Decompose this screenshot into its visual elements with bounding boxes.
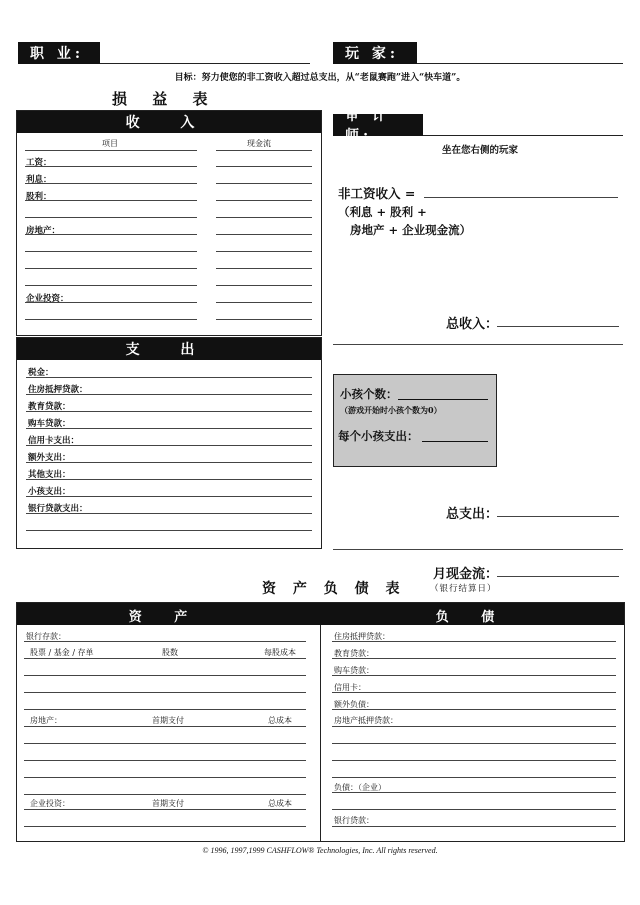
expenses-heading: 支 出 bbox=[17, 338, 321, 360]
expense-children: 小孩支出： bbox=[28, 487, 71, 497]
passive-income-label: 非工资收入 = bbox=[338, 186, 416, 201]
monthly-cashflow-label: 月现金流： bbox=[433, 567, 499, 582]
dividends-label: 股利： bbox=[26, 192, 52, 202]
passive-income-field[interactable] bbox=[424, 197, 618, 198]
expense-car-loan: 购车贷款： bbox=[28, 419, 71, 429]
expense-retail: 额外支出： bbox=[28, 453, 71, 463]
auditor-subtitle: 坐在您右侧的玩家 bbox=[441, 145, 518, 156]
salary-label: 工资： bbox=[26, 158, 52, 168]
savings-label: 银行存款： bbox=[26, 632, 66, 641]
per-child-expense-label: 每个小孩支出： bbox=[338, 429, 419, 443]
salary-cashflow-line[interactable] bbox=[216, 166, 312, 167]
children-count-label: 小孩个数： bbox=[340, 387, 398, 401]
total-income-field[interactable] bbox=[497, 326, 619, 327]
cost-per-share-label: 每股成本 bbox=[264, 648, 296, 657]
income-heading: 收 入 bbox=[17, 111, 321, 133]
shares-label: 股数 bbox=[162, 648, 178, 657]
stocks-label: 股票 / 基金 / 存单 bbox=[30, 648, 94, 657]
expense-school-loan: 教育贷款： bbox=[28, 402, 71, 412]
cost-label: 总成本 bbox=[268, 716, 292, 725]
children-note: （游戏开始时小孩个数为0） bbox=[340, 405, 442, 415]
per-child-expense-field[interactable] bbox=[422, 441, 488, 442]
liability-real-estate-mortgage: 房地产抵押贷款： bbox=[334, 716, 398, 725]
business-asset-label: 企业投资： bbox=[30, 799, 70, 808]
expense-credit-card: 信用卡支出： bbox=[28, 436, 80, 446]
auditor-label: 审 计 师: bbox=[333, 114, 423, 136]
liability-car-loan: 购车贷款： bbox=[334, 666, 374, 675]
expense-bank-loan: 银行贷款支出： bbox=[28, 504, 88, 514]
formula-line-1: （利息 + 股利 + bbox=[338, 205, 427, 219]
expense-tax: 税金： bbox=[28, 368, 54, 378]
real-estate-income-label: 房地产： bbox=[26, 226, 61, 236]
assets-heading: 资 产 bbox=[128, 610, 202, 625]
down-payment-label: 首期支付 bbox=[152, 716, 184, 725]
expense-mortgage: 住房抵押贷款： bbox=[28, 385, 88, 395]
liability-retail: 额外负债： bbox=[334, 700, 374, 709]
liability-mortgage: 住房抵押贷款： bbox=[334, 632, 390, 641]
balance-sheet-title: 资 产 负 债 表 bbox=[262, 581, 406, 597]
liability-business: 负债：（企业） bbox=[334, 783, 386, 792]
real-estate-asset-label: 房地产： bbox=[30, 716, 62, 725]
goal-text: 目标：努力使您的非工资收入超过总支出，从“老鼠赛跑”进入“快车道”。 bbox=[174, 73, 466, 83]
player-field[interactable] bbox=[417, 63, 623, 64]
payday-note: （银行结算日） bbox=[430, 584, 497, 594]
monthly-cashflow-field[interactable] bbox=[497, 576, 619, 577]
liability-school-loan: 教育贷款： bbox=[334, 649, 374, 658]
total-expense-field[interactable] bbox=[497, 516, 619, 517]
player-label: 玩 家: bbox=[333, 42, 417, 64]
liabilities-heading: 负 债 bbox=[435, 610, 509, 625]
occupation-label: 职 业: bbox=[18, 42, 100, 64]
interest-label: 利息： bbox=[26, 175, 52, 185]
liability-credit-card: 信用卡： bbox=[334, 683, 366, 692]
income-statement-title: 损 益 表 bbox=[112, 90, 218, 108]
business-down-payment-label: 首期支付 bbox=[152, 799, 184, 808]
business-cost-label: 总成本 bbox=[268, 799, 292, 808]
balance-divider bbox=[320, 625, 321, 841]
expense-other: 其他支出： bbox=[28, 470, 71, 480]
formula-line-2: 房地产 + 企业现金流） bbox=[350, 223, 472, 237]
total-expense-label: 总支出： bbox=[446, 507, 499, 522]
income-col-item: 项目 bbox=[102, 139, 118, 148]
salary-line[interactable] bbox=[25, 166, 197, 167]
copyright: © 1996, 1997,1999 CASHFLOW® Technologies, Inc. All rights reserved. bbox=[202, 846, 438, 855]
occupation-field[interactable] bbox=[100, 63, 310, 64]
children-count-field[interactable] bbox=[398, 399, 488, 400]
income-col-cashflow: 现金流 bbox=[247, 139, 271, 148]
liability-bank-loan: 银行贷款： bbox=[334, 816, 374, 825]
business-income-label: 企业投资： bbox=[26, 294, 69, 304]
auditor-field[interactable] bbox=[423, 135, 623, 136]
total-income-label: 总收入： bbox=[446, 317, 499, 332]
